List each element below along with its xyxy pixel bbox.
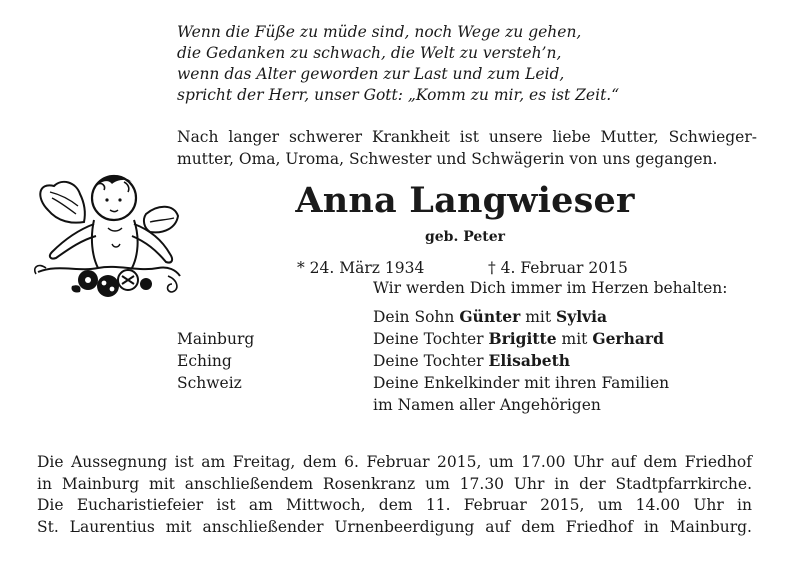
mourner-places [177, 328, 254, 394]
mourner-partner: Sylvia [556, 307, 608, 326]
maiden-name: geb. Peter [424, 229, 506, 245]
place-label: Schweiz [177, 374, 242, 392]
notice-line: Die Eucharistiefeier ist am Mittwoch, dem 11. Februar 2015, um 14.00 Uhr in [37, 496, 752, 514]
mourner-line [373, 350, 753, 372]
mourner-name: Günter [459, 307, 521, 326]
mourner-connector: mit [556, 330, 593, 348]
notice-line: in Mainburg mit anschließendem Rosenkranz um 17.30 Uhr in der Stadtpfarrkirche. [37, 474, 752, 493]
death-date: † 4. Februar 2015 [488, 259, 628, 277]
mourners-block [373, 277, 753, 416]
poem [177, 22, 737, 106]
mourner-name: Brigitte [488, 329, 557, 348]
mourner-name: Elisabeth [488, 351, 571, 370]
closing-line: Wir werden Dich immer im Herzen behalten: [373, 279, 728, 297]
intro-line: mutter, Oma, Uroma, Schwester und Schwägerin von uns gegangen. [177, 150, 718, 168]
mourner-connector: mit [520, 308, 557, 326]
mourner-prefix: Deine Tochter [373, 352, 489, 370]
deceased-name: Anna Langwieser [295, 180, 635, 221]
birth-date: * 24. März 1934 [297, 259, 425, 277]
funeral-notice [37, 452, 752, 538]
place-label: Mainburg [177, 330, 255, 348]
poem-line: Wenn die Füße zu müde sind, noch Wege zu gehen, [177, 23, 582, 41]
poem-line: spricht der Herr, unser Gott: „Komm zu mir, es ist Zeit.“ [177, 86, 620, 104]
mourner-partner: Gerhard [592, 329, 664, 348]
relatives-line: im Namen aller Angehörigen [373, 396, 601, 414]
mourner-line [373, 306, 753, 328]
mourner-line [373, 328, 753, 350]
mourner-prefix: Dein Sohn [373, 308, 460, 326]
mourner-prefix: Deine Tochter [373, 330, 489, 348]
poem-line: wenn das Alter geworden zur Last und zum Leid, [177, 65, 565, 83]
poem-line: die Gedanken zu schwach, die Welt zu versteh’n, [177, 44, 562, 62]
notice-line: St. Laurentius mit anschließender Urnenbeerdigung auf dem Friedhof in Mainburg. [37, 517, 752, 536]
notice-line: Die Aussegnung ist am Freitag, dem 6. Februar 2015, um 17.00 Uhr auf dem Friedhof [37, 453, 752, 471]
cherub-with-flowers-icon [28, 168, 188, 308]
intro-line: Nach langer schwerer Krankheit ist unsere liebe Mutter, Schwieger- [177, 128, 757, 146]
intro-text [177, 126, 757, 170]
grandchildren-line: Deine Enkelkinder mit ihren Familien [373, 374, 670, 392]
place-label: Eching [177, 352, 232, 370]
